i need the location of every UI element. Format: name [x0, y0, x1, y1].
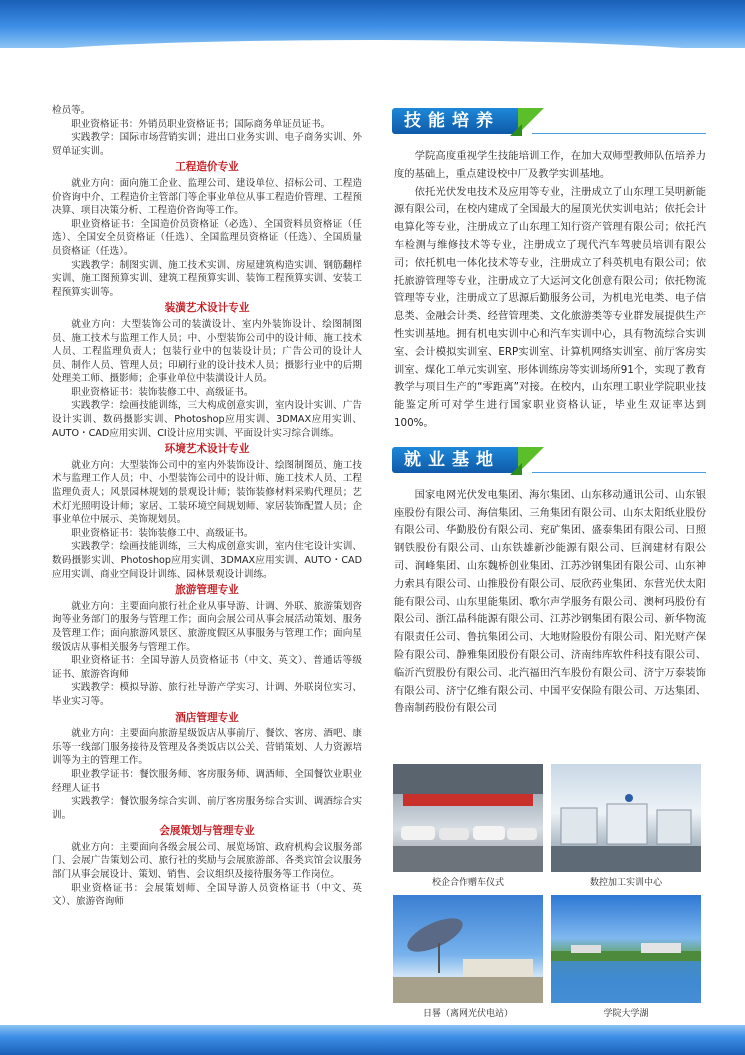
bottom-decor-band — [0, 1025, 745, 1055]
photo-card — [551, 895, 701, 1020]
photo-campus-lake — [551, 895, 701, 1003]
section-title: 会展策划与管理专业 — [159, 825, 255, 838]
banner-triangle-decor — [510, 124, 522, 136]
section-paragraph: 实践教学：模拟导游、旅行社导游产学实习、计调、外联岗位实习、毕业实习等。 — [52, 682, 362, 707]
section-paragraph: 职业资格证书：全国造价员资格证（必选）、全国资料员资格证（任选）、全国安全员资格证（任选）、全国监理员资格证（任选）、全国质量员资格证（任选）。 — [52, 218, 362, 257]
skills-paragraph: 依托光伏发电技术及应用等专业，注册成立了山东理工昊明新能源有限公司，在校内建成了全国最大的屋顶光伏实训电站；依托会计电算化等专业，注册成立了山东理工知行资产管理有限公司；依托汽车检测与维修技术等专业，注册成立了现代汽车驾驶员培训有限公司；依托机电一体化技术等专业，注册成立了科英机电有限公司；依托旅游管理等专业，注册成立了大运河文化创意有限公司；依托物流管理等专业，注册成立了思源后勤服务公司，为机电光电类、电子信息类、金融会计类、经营管理类、文化旅游类等专业群发展提供生产性实训基地。拥有机电实训中心和汽车实训中心，具有物流综合实训室、会计模拟实训室、ERP实训室、计算机网络实训室、前厅客房实训室、煤化工单元实训室、形体训练房等实训场所91个，实现了教育教学与项目生产的“零距离”对接。在校内，山东理工职业学院职业技能鉴定所可对学生进行国家职业资格认证，毕业生双证率达到100%。 — [394, 185, 706, 429]
banner-triangle-decor — [510, 463, 522, 475]
intro-line: 职业资格证书：外销员职业资格证书；国际商务单证员证书。 — [71, 118, 331, 130]
cnc-center-illustration — [551, 764, 701, 872]
section-paragraph: 职业教学证书：餐饮服务师、客房服务师、调酒师、全国餐饮业职业经理人证书 — [52, 768, 362, 794]
section-paragraph: 职业资格证书：装饰装修工中、高级证书。 — [71, 386, 254, 398]
section-paragraph: 职业资格证书：装饰装修工中、高级证书。 — [71, 527, 254, 539]
jobs-heading: 就业基地 — [404, 449, 500, 470]
jobs-paragraph: 国家电网光伏发电集团、海尔集团、山东移动通讯公司、山东银座股份有限公司、海信集团、三角集团有限公司、山东太阳纸业股份有限公司、华勤股份有限公司、兖矿集团、盛泰集团有限公司、日照钢铁股份有限公司、山东铁雄新沙能源有限公司、巨润建材有限公司、润峰集团、山东魏桥创业集团、江苏沙钢集团有限公司、山东神力索具有限公司、山推股份有限公司、辰欣药业集团、东营光伏太阳能有限公司、山东里能集团、歌尔声学服务有限公司、澳柯玛股份有限公司、浙江晶科能源有限公司、江苏沙钢集团有限公司、新华物流有限责任公司、鲁抗集团公司、大地财险股份有限公司、阳光财产保险有限公司、静雅集团股份有限公司、济南纬库软件科技有限公司、临沂汽贸股份有限公司、北汽福田汽车股份有限公司、济宁万泰装饰有限公司、济宁亿维有限公司、中国平安保险有限公司、万达集团、鲁南制药股份有限公司 — [394, 488, 706, 715]
photo-caption: 学院大学湖 — [603, 1009, 649, 1019]
skills-banner — [392, 106, 706, 138]
section-paragraph: 就业方向：主要面向旅游星级饭店从事前厅、餐饮、客房、酒吧、康乐等一线部门服务接待及管理及各类饭店以公关、营销策划、人力资源培训等为主的管理工作。 — [52, 728, 362, 767]
right-column — [394, 104, 706, 718]
section-paragraph: 职业资格证书：全国导游人员资格证书（中文、英文）、普通话等级证书、旅游咨询师 — [52, 655, 362, 680]
section-title: 酒店管理专业 — [175, 711, 239, 724]
photo-card — [393, 764, 543, 889]
photo-card — [551, 764, 701, 889]
banner-bar — [392, 108, 520, 134]
photo-caption: 数控加工实训中心 — [589, 878, 662, 888]
photo-card — [393, 895, 543, 1020]
intro-line: 实践教学：国际市场营销实训；进出口业务实训、电子商务实训、外贸单证实训。 — [52, 132, 362, 157]
section-title: 工程造价专业 — [175, 161, 239, 174]
section-paragraph: 实践教学：绘画技能训练，三大构成创意实训，室内住宅设计实训、数码摄影实训、Photoshop应用实训、3DMAX应用实训、AUTO・CAD应用实训、商业空间设计训练、园林景观设计训练。 — [52, 541, 362, 580]
top-decor-band — [0, 0, 745, 48]
section-paragraph: 就业方向：主要面向旅行社企业从事导游、计调、外联、旅游策划咨询等业务部门的服务与管理工作；面向会展公司从事会展活动策划、服务及管理工作；面向旅游风景区、旅游度假区从事服务与管理工作；面向星级饭店从事相关服务与管理工作。 — [52, 600, 362, 653]
intro-line: 检员等。 — [52, 105, 91, 116]
banner-rule — [532, 133, 706, 134]
section-title: 环境艺术设计专业 — [164, 443, 250, 456]
section-paragraph: 就业方向：主要面向各级会展公司、展览场馆、政府机构会议服务部门、会展广告策划公司、旅行社的奖励与会展旅游部、各类宾馆会议服务部门从事会展设计、策划、销售、会议组织及接待服务等工作岗位。 — [52, 841, 362, 881]
section-paragraph: 实践教学：餐饮服务综合实训、前厅客房服务综合实训、调酒综合实训。 — [52, 796, 362, 821]
section-paragraph: 就业方向：面向施工企业、监理公司、建设单位、招标公司、工程造价咨询中介、工程造价主管部门等企事业单位从事工程造价管理、工程预决算、项目决策分析、工程造价咨询等工作。 — [52, 177, 362, 217]
skills-paragraph: 学院高度重视学生技能培训工作，在加大双师型教师队伍培养力度的基础上，重点建设校中厂及教学实训基地。 — [394, 150, 706, 180]
photo-caption: 日晷（离网光伏电站） — [422, 1009, 513, 1019]
section-paragraph: 就业方向：大型装饰公司的装潢设计、室内外装饰设计、绘图制图员、施工技术与监理工作人员；中、小型装饰公司中的设计师、施工技术人员、工程监理负责人；包装行业中的包装设计员；广告公司的设计人员、制作人员、管理人员；印刷行业的设计技术人员；摄影行业中的后期处理美工师、摄影师；企事业单位中装潢设计人员。 — [52, 318, 362, 385]
sundial-illustration — [393, 895, 543, 1003]
photo-caption: 校企合作赠车仪式 — [431, 878, 504, 888]
section-title: 旅游管理专业 — [175, 584, 239, 597]
photo-sundial-station — [393, 895, 543, 1003]
section-paragraph: 职业资格证书：会展策划师、全国导游人员资格证书（中文、英文）、旅游咨询师 — [52, 882, 362, 908]
photo-gallery — [393, 764, 705, 1020]
section-title: 装潢艺术设计专业 — [164, 302, 250, 315]
banner-bar — [392, 447, 520, 473]
skills-heading: 技能培养 — [404, 111, 500, 131]
jobs-banner — [392, 445, 706, 477]
banner-rule — [532, 472, 706, 473]
section-paragraph: 实践教学：制图实训、施工技术实训、房屋建筑构造实训、钢筋翻样实训、施工图预算实训、建筑工程预算实训、装饰工程预算实训、安装工程预算实训等。 — [52, 259, 362, 298]
photo-car-ceremony — [393, 764, 543, 872]
section-paragraph: 就业方向：大型装饰公司中的室内外装饰设计、绘图制图员、施工技术与监理工作人员；中、小型装饰公司中的设计师、施工技术人员、工程监理负责人；风景园林规划的景观设计师；装饰装修材料采购代理员；艺术灯光照明设计师；家居、工装环境空间规划师、家居装饰配置人员；企事业单位中展示、美饰规划员。 — [52, 459, 362, 526]
lake-illustration — [551, 895, 701, 1003]
left-column — [52, 104, 362, 909]
car-ceremony-illustration — [393, 764, 543, 872]
section-paragraph: 实践教学：绘画技能训练，三大构成创意实训，室内设计实训、广告设计实训、数码摄影实训、Photoshop应用实训、3DMAX应用实训、AUTO・CAD应用实训、CI设计应用实训、平面设计实习综合训练。 — [52, 400, 362, 439]
photo-cnc-center — [551, 764, 701, 872]
